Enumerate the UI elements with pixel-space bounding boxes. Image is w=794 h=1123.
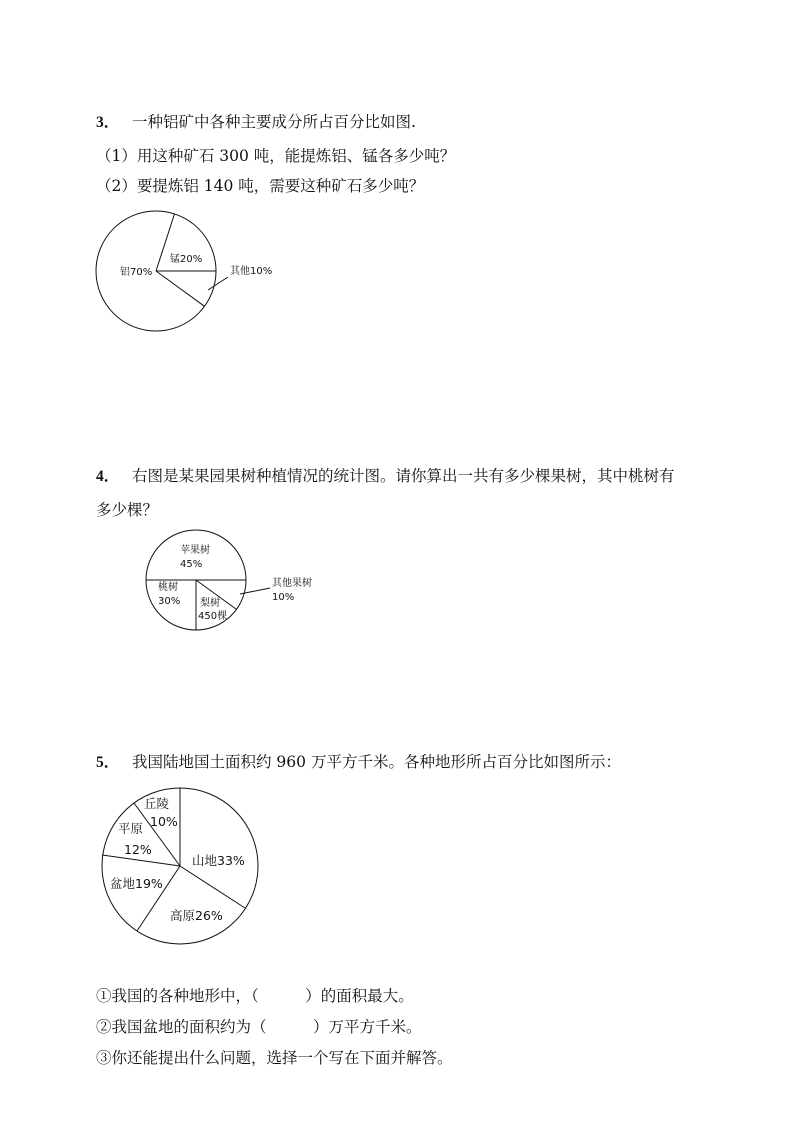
q5-radius-right-lower: [180, 866, 245, 908]
q4-label-peach-value: 30%: [158, 596, 181, 607]
q3-label-aluminum: 铝70%: [120, 267, 153, 278]
q4-stem: [96, 466, 675, 487]
q5-label-plain-value: 12%: [124, 842, 152, 857]
q4-label-other-value: 10%: [272, 592, 295, 603]
q5-label-basin: 盆地19%: [110, 876, 163, 891]
q5-stem: [96, 752, 621, 773]
q3-pie-chart: [90, 205, 290, 345]
q4-label-apple-name: 苹果树: [180, 545, 210, 556]
q3-number: 3．: [96, 114, 120, 131]
q4-label-pear-name: 梨树: [200, 598, 220, 609]
q3-label-other: 其他10%: [230, 266, 273, 277]
q3-sub1: （1）用这种矿石 300 吨，能提炼铝、锰各多少吨？: [96, 147, 456, 165]
q5-label-plain-name: 平原: [118, 821, 144, 836]
q5-item3: ③你还能提出什么问题，选择一个写在下面并解答。: [96, 1049, 453, 1067]
q5-pie-chart: [100, 788, 260, 948]
q4-label-other-name: 其他果树: [272, 578, 312, 589]
q4-label-peach-name: 桃树: [158, 582, 178, 593]
q4-text-line1: 右图是某果园果树种植情况的统计图。请你算出一共有多少棵果树，其中桃树有: [132, 467, 675, 485]
q5-number: 5．: [96, 754, 120, 771]
q3-sub2: （2）要提炼铝 140 吨，需要这种矿石多少吨？: [96, 177, 425, 195]
q5-label-mountain: 山地33%: [192, 853, 245, 868]
q4-text-line2: 多少棵？: [96, 501, 159, 519]
q4-number: 4．: [96, 468, 120, 485]
q5-label-hill-value: 10%: [150, 814, 178, 829]
q4-label-pear-value: 450棵: [198, 611, 228, 622]
q3-radius-lower: [156, 271, 205, 306]
q5-label-plateau: 高原26%: [170, 908, 223, 923]
q3-leader-line: [208, 277, 228, 290]
q5-text: 我国陆地国土面积约 960 万平方千米。各种地形所占百分比如图所示：: [132, 753, 621, 771]
q5-item1: ①我国的各种地形中，（ ）的面积最大。: [96, 987, 414, 1005]
q3-label-manganese: 锰20%: [170, 254, 203, 265]
q3-stem: [96, 112, 416, 133]
q3-text: 一种铝矿中各种主要成分所占百分比如图.: [132, 113, 416, 131]
q5-label-hill-name: 丘陵: [144, 796, 170, 811]
q4-label-apple-value: 45%: [180, 559, 203, 570]
q5-item2: ②我国盆地的面积约为（ ）万平方千米。: [96, 1018, 422, 1036]
q4-pie-chart: [140, 530, 340, 635]
